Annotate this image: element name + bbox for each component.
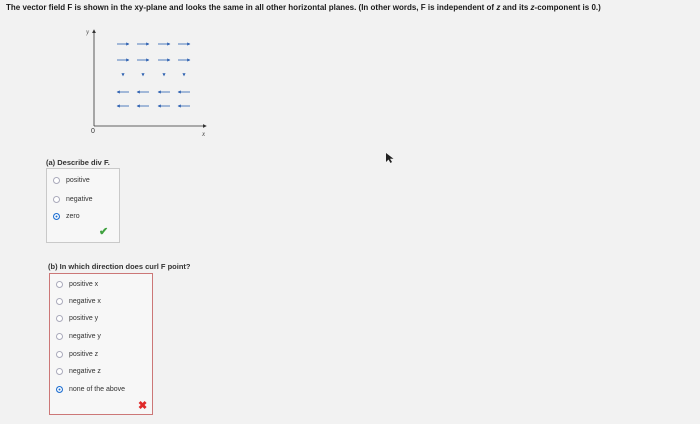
option-label: negative y [69, 332, 101, 340]
prompt-text: The vector field [6, 3, 68, 12]
option-label: positive y [69, 314, 99, 322]
option-positive[interactable] [53, 174, 90, 186]
prompt-F: F [420, 3, 426, 12]
option-label: positive [66, 176, 90, 184]
y-axis-label: y [86, 28, 90, 36]
mouse-cursor-icon [385, 152, 395, 164]
radio-button[interactable] [53, 196, 60, 203]
radio-button[interactable] [53, 177, 60, 184]
x-axis-label: x [202, 130, 206, 138]
vector-field-arrows [117, 44, 190, 106]
option-zero[interactable] [53, 210, 80, 222]
origin-label: 0 [91, 128, 95, 135]
option-label: none of the above [69, 385, 126, 393]
prompt-text: is shown in the xy-plane and looks the same in all other horizontal planes. (In other words, [72, 3, 421, 12]
part-a-answer-box [46, 168, 120, 243]
option-positive-z[interactable] [56, 348, 98, 360]
radio-button[interactable] [56, 333, 63, 340]
radio-button[interactable] [56, 368, 63, 375]
radio-button[interactable] [56, 351, 63, 358]
part-b-answer-box [49, 273, 153, 415]
option-negative-x[interactable] [56, 295, 101, 307]
option-label: negative z [69, 367, 101, 375]
option-positive-x[interactable] [56, 278, 98, 290]
option-label: negative [66, 195, 93, 203]
radio-button[interactable] [56, 315, 63, 322]
radio-button-selected[interactable] [56, 386, 63, 393]
check-icon: ✔ [99, 226, 109, 238]
option-label: positive z [69, 350, 99, 358]
prompt-text: -component is 0.) [534, 3, 601, 12]
option-label: zero [66, 212, 80, 220]
option-negative-z[interactable] [56, 365, 101, 377]
option-negative-y[interactable] [56, 330, 101, 342]
vector-field-plot [86, 26, 216, 141]
prompt-z: z [530, 3, 535, 12]
option-negative[interactable] [53, 193, 92, 205]
option-label: positive x [69, 280, 99, 288]
option-positive-y[interactable] [56, 312, 98, 324]
radio-button-selected[interactable] [53, 213, 60, 220]
option-label: negative x [69, 297, 101, 305]
prompt-text: and its [500, 3, 531, 12]
problem-statement [6, 3, 696, 12]
part-b-label: (b) In which direction does curl F point? [48, 262, 191, 271]
x-icon: ✖ [138, 400, 148, 412]
prompt-F: F [67, 3, 73, 12]
option-none-of-the-above[interactable] [56, 383, 125, 395]
prompt-z: z [496, 3, 501, 12]
part-a-label: (a) Describe div F. [46, 158, 110, 167]
radio-button[interactable] [56, 298, 63, 305]
prompt-text: is independent of [425, 3, 497, 12]
radio-button[interactable] [56, 281, 63, 288]
